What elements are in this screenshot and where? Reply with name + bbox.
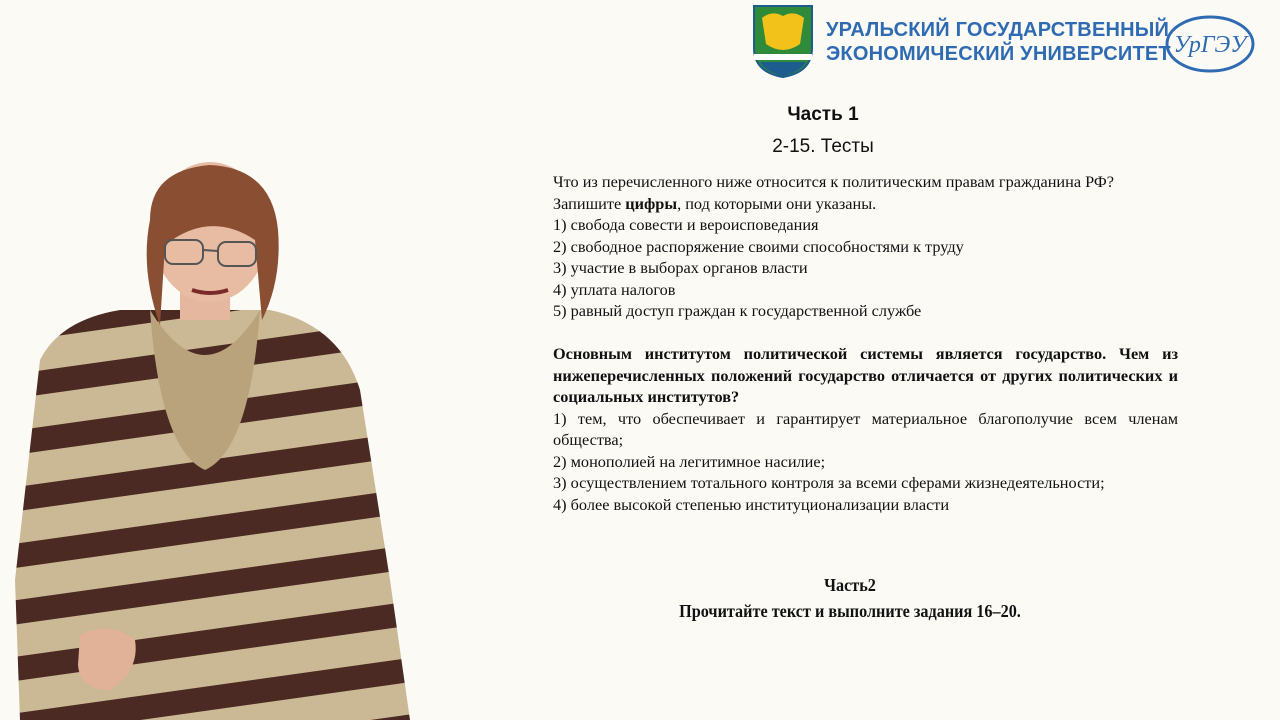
question-1: [553, 171, 1193, 322]
part1-subtitle: 2-15. Тесты: [772, 136, 874, 157]
question-1-stem: Что из перечисленного ниже относится к политическим правам гражданина РФ?: [553, 172, 1115, 191]
question-2-option: 3) осуществлением тотального контроля за всеми сферами жизнедеятельности;: [553, 473, 1105, 492]
part2-instruction: Прочитайте текст и выполните задания 16–20.: [679, 601, 1021, 621]
instruction-bold-text: цифры: [625, 193, 678, 213]
part2-heading: [625, 572, 1075, 624]
instruction-text: Запишите: [553, 193, 626, 213]
question-1-instruction: [553, 193, 1193, 215]
university-logo: [752, 4, 1262, 80]
question-1-option: 5) равный доступ граждан к государственной службе: [553, 301, 922, 320]
university-emblem-icon: [752, 4, 814, 78]
question-2-option: 2) монополией на легитимное насилие;: [553, 451, 826, 471]
instruction-text-end: , под которыми они указаны.: [677, 193, 877, 213]
question-2-stem: Основным институтом политической системы является государство. Чем из нижеперечисленных положений государство отличается от других политических и социальных институтов?: [553, 344, 1178, 406]
university-name: [826, 18, 1171, 66]
presenter-video: [0, 150, 440, 720]
question-2-option: 1) тем, что обеспечивает и гарантирует материальное благополучие всем членам общества;: [553, 408, 1178, 449]
usue-oval-logo: [1164, 14, 1256, 74]
question-1-option: 2) свободное распоряжение своими способностями к труду: [553, 236, 964, 256]
question-2: [553, 343, 1178, 515]
usue-logo-text: УрГЭУ: [1173, 32, 1247, 58]
question-1-option: 4) уплата налогов: [553, 279, 676, 299]
university-name-line1: УРАЛЬСКИЙ ГОСУДАРСТВЕННЫЙ: [826, 19, 1170, 41]
question-2-option: 4) более высокой степенью институционализации власти: [553, 494, 950, 514]
question-1-option: 1) свобода совести и вероисповедания: [553, 215, 819, 234]
university-name-line2: ЭКОНОМИЧЕСКИЙ УНИВЕРСИТЕТ: [826, 43, 1171, 65]
part1-title: Часть 1: [787, 104, 859, 125]
question-1-option: 3) участие в выборах органов власти: [553, 258, 808, 277]
part2-title: Часть2: [824, 575, 876, 595]
